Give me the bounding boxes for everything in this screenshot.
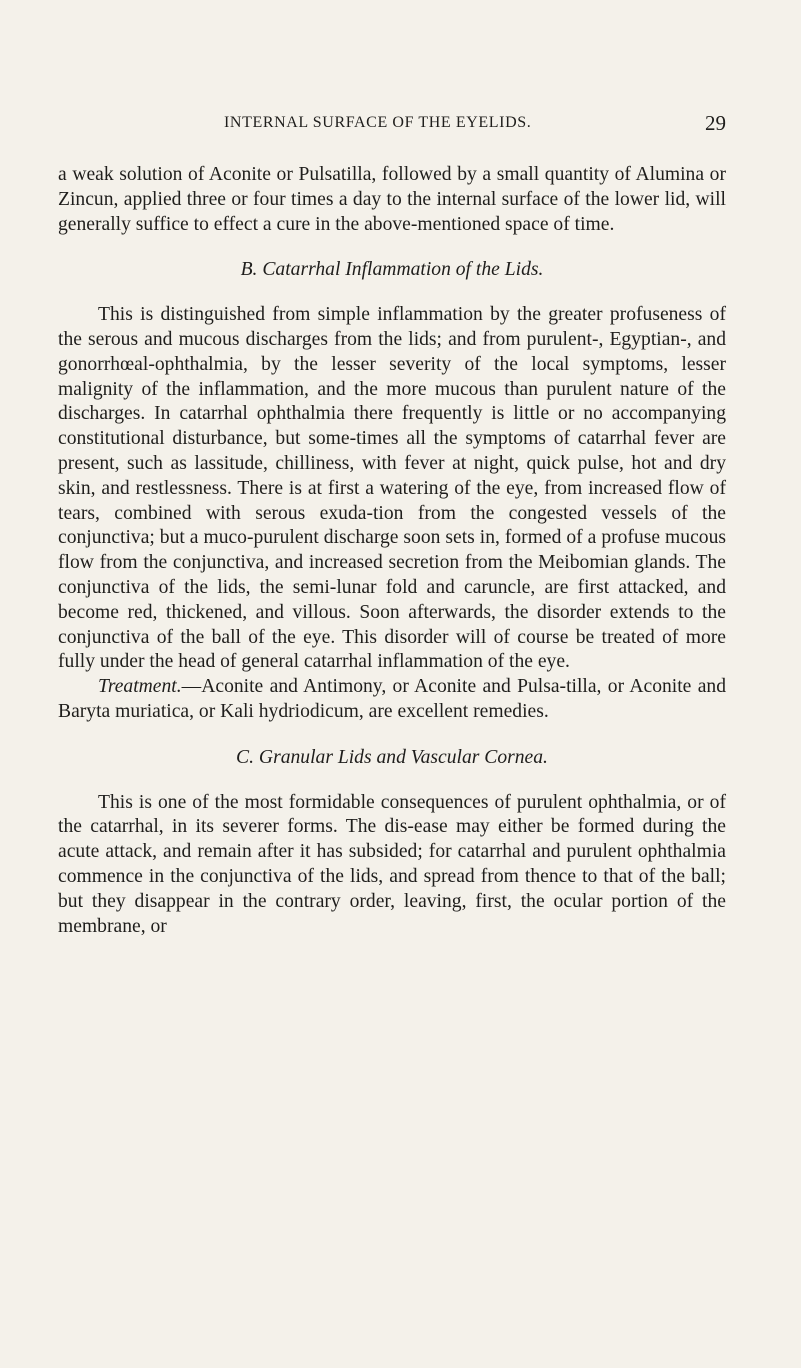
section-heading-c: C. Granular Lids and Vascular Cornea. [236, 746, 548, 768]
body-text [58, 163, 726, 939]
paragraph-catarrhal: This is distinguished from simple inflammation by the greater profuseness of the serous and mucous discharges from the lids; and from purulent-, Egyptian-, and gonorrhœal-ophthalmia, by the lesser severity of the local symptoms, lesser malignity of the inflammation, and the more mucous than purulent nature of the discharges. In catarrhal ophthalmia there frequently is little or no accompanying constitutional disturbance, but some-times all the symptoms of catarrhal fever are present, such as lassitude, chilliness, with fever at night, quick pulse, hot and dry skin, and restlessness. There is at first a watering of the eye, from increased flow of tears, combined with serous exuda-tion from the congested vessels of the conjunctiva; but a muco-purulent discharge soon sets in, formed of a profuse mucous flow from the conjunctiva, and increased secretion from the Meibomian glands. The conjunctiva of the lids, the semi-lunar fold and caruncle, are first attacked, and become red, thickened, and villous. Soon afterwards, the disorder extends to the conjunctiva of the ball of the eye. This disorder will of course be treated of more fully under the head of general catarrhal inflammation of the eye. [58, 304, 726, 673]
treatment-label: Treatment. [98, 676, 182, 698]
treatment-text: —Aconite and Antimony, or Aconite and Pulsa-tilla, or Aconite and Baryta muriatica, or Kali hydriodicum, are excellent remedies. [58, 676, 726, 722]
paragraph-treatment [58, 675, 726, 725]
section-heading-b: B. Catarrhal Inflammation of the Lids. [240, 259, 544, 281]
page-number: 29 [705, 111, 726, 135]
running-title: INTERNAL SURFACE OF THE EYELIDS. [224, 114, 532, 131]
paragraph-granular: This is one of the most formidable consequences of purulent ophthalmia, or of the catarrhal, in its severer forms. The dis-ease may either be formed during the acute attack, and remain after it has subsided; for catarrhal and purulent ophthalmia commence in the conjunctiva of the lids, and spread from thence to that of the ball; but they disappear in the contrary order, leaving, first, the ocular portion of the membrane, or [58, 791, 726, 937]
page-header [224, 111, 726, 144]
paragraph-intro: a weak solution of Aconite or Pulsatilla, followed by a small quantity of Alumina or Zincun, applied three or four times a day to the internal surface of the lower lid, will generally suffice to effect a cure in the above-mentioned space of time. [58, 164, 726, 235]
